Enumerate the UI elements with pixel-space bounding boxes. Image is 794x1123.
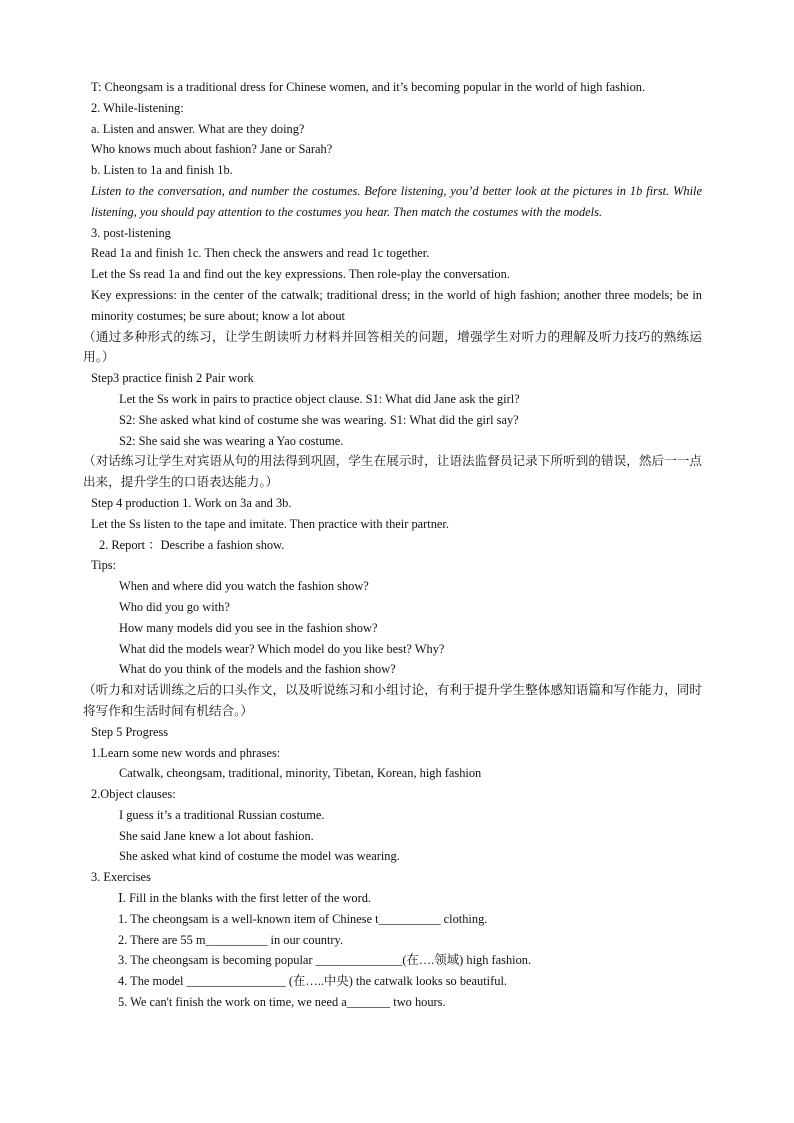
tips-label: Tips:: [91, 558, 117, 573]
post-listening-line1: Read 1a and finish 1c. Then check the answers and read 1c together.: [91, 246, 430, 261]
post-listening-heading: 3. post-listening: [91, 225, 171, 240]
exercise-instruction: Ⅰ. Fill in the blanks with the first letter of the word.: [118, 891, 372, 906]
key-expressions: Key expressions: in the center of the catwalk; traditional dress; in the world of high fashion; another three models; be in minority costumes; be sure about; know a lot about: [91, 287, 702, 323]
tip-item: What do you think of the models and the fashion show?: [119, 662, 396, 677]
exercise-item: 5. We can't finish the work on time, we need a_______ two hours.: [118, 995, 446, 1010]
words-list: Catwalk, cheongsam, traditional, minority, Tibetan, Korean, high fashion: [119, 766, 482, 781]
step4-report: 2. Report ：Describe a fashion show.: [99, 537, 285, 552]
while-listening-b: b. Listen to 1a and finish 1b.: [91, 163, 233, 178]
step5-heading: Step 5 Progress: [91, 724, 169, 739]
tip-item: What did the models wear? Which model do you like best? Why?: [119, 641, 445, 656]
step4-line1: Let the Ss listen to the tape and imitate. Then practice with their partner.: [91, 516, 449, 531]
while-listening-heading: 2. While-listening:: [91, 100, 184, 115]
post-listening-line2: Let the Ss read 1a and find out the key expressions. Then role-play the conversation.: [91, 267, 510, 282]
clause-item: She asked what kind of costume the model was wearing.: [119, 849, 400, 864]
intro-paragraph: T: Cheongsam is a traditional dress for Chinese women, and it’s becoming popular in the world of high fashion.: [91, 80, 646, 94]
exercise-item: 1. The cheongsam is a well-known item of Chinese t__________ clothing.: [118, 911, 488, 926]
post-listening-note: （通过多种形式的练习，让学生朗读听力材料并回答相关的问题，增强学生对听力的理解及听力技巧的熟练运用。）: [83, 328, 702, 365]
document-page: [83, 77, 702, 1013]
words-heading: 1.Learn some new words and phrases:: [91, 745, 281, 760]
while-listening-a-question: Who knows much about fashion? Jane or Sarah?: [91, 142, 333, 157]
step3-line2: S2: She asked what kind of costume she was wearing. S1: What did the girl say?: [119, 412, 519, 427]
tip-item: Who did you go with?: [119, 599, 230, 614]
while-listening-b-instruction: Listen to the conversation, and number the costumes. Before listening, you’d better look at the pictures in 1b first. While listening, you should pay attention to the costumes you hear. Then match the costumes with the models.: [91, 183, 702, 219]
tip-item: How many models did you see in the fashion show?: [119, 620, 378, 635]
step3-heading: Step3 practice finish 2 Pair work: [91, 371, 254, 386]
exercise-item: 2. There are 55 m__________ in our country.: [118, 932, 344, 947]
clause-item: She said Jane knew a lot about fashion.: [119, 828, 314, 843]
clause-item: I guess it’s a traditional Russian costume.: [119, 807, 325, 822]
exercise-item: 3. The cheongsam is becoming popular ______________(在….领域) high fashion.: [118, 953, 532, 968]
exercise-item: 4. The model ________________ (在…..中央) the catwalk looks so beautiful.: [118, 974, 507, 989]
step4-note: （听力和对话训练之后的口头作文，以及听说练习和小组讨论，有利于提升学生整体感知语篇和写作能力，同时将写作和生活时间有机结合。）: [83, 682, 702, 718]
step4-heading: Step 4 production 1. Work on 3a and 3b.: [91, 495, 292, 510]
step3-line1: Let the Ss work in pairs to practice object clause. S1: What did Jane ask the girl?: [119, 391, 520, 406]
clauses-heading: 2.Object clauses:: [91, 787, 176, 802]
tip-item: When and where did you watch the fashion show?: [119, 579, 369, 594]
step3-line3: S2: She said she was wearing a Yao costume.: [119, 433, 344, 448]
step3-note: （对话练习让学生对宾语从句的用法得到巩固，学生在展示时，让语法监督员记录下所听到的错误，然后一一点出来，提升学生的口语表达能力。）: [83, 453, 702, 490]
exercises-heading: 3. Exercises: [91, 870, 151, 885]
while-listening-a: a. Listen and answer. What are they doing?: [91, 121, 305, 136]
